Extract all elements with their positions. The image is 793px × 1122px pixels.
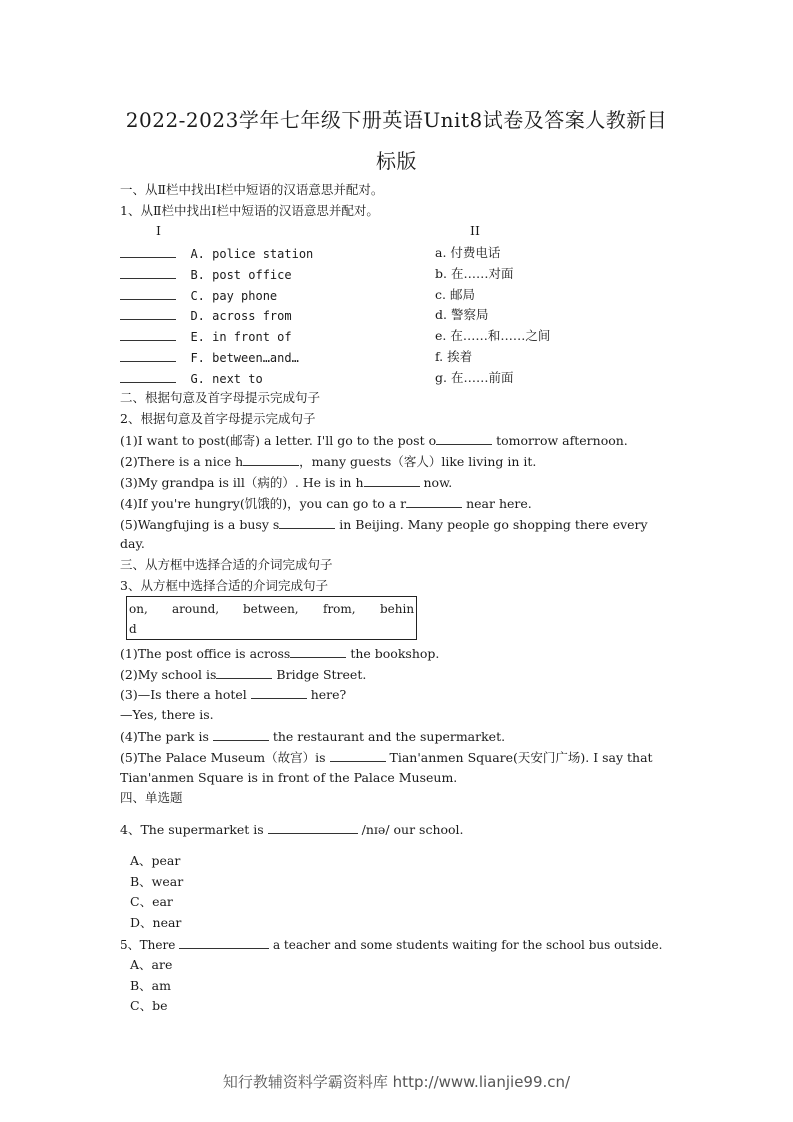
match-row: B. post office xyxy=(120,266,292,283)
section-2-heading: 二、根据句意及首字母提示完成句子 xyxy=(120,390,321,405)
answer-blank[interactable] xyxy=(179,936,269,949)
sentence-3-5-cont: Tian'anmen Square is in front of the Palace Museum. xyxy=(120,770,458,785)
sentence-2-2: (2)There is a nice h ，many guests（客人）like living in it. xyxy=(120,454,537,469)
match-row: C. pay phone xyxy=(120,287,277,304)
question-2-instruction: 2、根据句意及首字母提示完成句子 xyxy=(120,411,316,426)
sentence-2-3: (3)My grandpa is ill（病的）. He is in h now. xyxy=(120,475,453,490)
box-word: around, xyxy=(172,602,220,616)
page-title: 2022-2023学年七年级下册英语Unit8试卷及答案人教新目 标版 xyxy=(125,108,668,173)
answer-blank[interactable] xyxy=(330,749,386,762)
answer-blank[interactable] xyxy=(436,432,492,445)
sentence-2-5: (5)Wangfujing is a busy s in Beijing. Many people go shopping there every xyxy=(120,517,648,532)
sentence-3-1: (1)The post office is across the bookshop. xyxy=(120,646,440,661)
match-option: d. 警察局 xyxy=(435,307,489,322)
sentence-2-1: (1)I want to post(邮寄) a letter. I'll go to the post o tomorrow afternoon. xyxy=(120,433,628,448)
footer-watermark: 知行教辅资料学霸资料库 http://www.lianjie99.cn/ xyxy=(222,1073,571,1091)
section-1-heading: 一、从Ⅱ栏中找出Ⅰ栏中短语的汉语意思并配对。 xyxy=(120,182,384,197)
question-3-instruction: 3、从方框中选择合适的介词完成句子 xyxy=(120,578,328,593)
answer-blank[interactable] xyxy=(120,287,176,300)
match-row: G. next to xyxy=(120,370,263,387)
sentence-2-4: (4)If you're hungry(饥饿的)，you can go to a r near here. xyxy=(120,496,532,511)
column-ii-header: II xyxy=(470,223,480,238)
answer-blank[interactable] xyxy=(120,266,176,279)
sentence-3-2: (2)My school is Bridge Street. xyxy=(120,667,367,682)
answer-blank[interactable] xyxy=(120,245,176,258)
answer-blank[interactable] xyxy=(364,474,420,487)
answer-blank[interactable] xyxy=(120,370,176,383)
word-box xyxy=(126,596,417,640)
answer-blank[interactable] xyxy=(213,728,269,741)
match-option: a. 付费电话 xyxy=(435,245,501,260)
match-option: f. 挨着 xyxy=(435,349,473,364)
sentence-2-5-cont: day. xyxy=(120,536,145,551)
section-3-heading: 三、从方框中选择合适的介词完成句子 xyxy=(120,557,333,572)
match-row: A. police station xyxy=(120,245,313,262)
box-word: on, xyxy=(129,602,148,616)
answer-blank[interactable] xyxy=(279,516,335,529)
answer-blank[interactable] xyxy=(120,349,176,362)
match-row: D. across from xyxy=(120,307,292,324)
match-option: e. 在……和……之间 xyxy=(435,328,551,343)
sentence-3-3-answer: —Yes, there is. xyxy=(120,707,214,722)
answer-blank[interactable] xyxy=(406,495,462,508)
option-c[interactable]: C、be xyxy=(130,998,168,1013)
match-option: g. 在……前面 xyxy=(435,370,514,385)
answer-blank[interactable] xyxy=(243,453,299,466)
option-c[interactable]: C、ear xyxy=(130,894,173,909)
box-word: behin xyxy=(380,602,415,616)
match-row: F. between…and… xyxy=(120,349,299,366)
column-i-header: I xyxy=(156,223,161,238)
answer-blank[interactable] xyxy=(268,821,358,834)
option-a[interactable]: A、are xyxy=(130,957,173,972)
sentence-3-5: (5)The Palace Museum（故宫）is Tian'anmen Square(天安门广场). I say that xyxy=(120,750,653,765)
section-4-heading: 四、单选题 xyxy=(120,790,183,805)
question-1-instruction: 1、从Ⅱ栏中找出Ⅰ栏中短语的汉语意思并配对。 xyxy=(120,203,379,218)
question-5: 5、There a teacher and some students waiting for the school bus outside. xyxy=(120,938,663,952)
answer-blank[interactable] xyxy=(290,645,346,658)
box-word: d xyxy=(129,622,137,636)
match-option: b. 在……对面 xyxy=(435,266,514,281)
answer-blank[interactable] xyxy=(120,328,176,341)
option-d[interactable]: D、near xyxy=(130,915,182,930)
box-word: between, xyxy=(243,602,299,616)
match-row: E. in front of xyxy=(120,328,292,345)
answer-blank[interactable] xyxy=(120,307,176,320)
option-b[interactable]: B、wear xyxy=(130,874,184,889)
option-b[interactable]: B、am xyxy=(130,978,171,993)
box-word: from, xyxy=(323,602,356,616)
answer-blank[interactable] xyxy=(251,686,307,699)
sentence-3-4: (4)The park is the restaurant and the supermarket. xyxy=(120,729,506,744)
answer-blank[interactable] xyxy=(216,666,272,679)
option-a[interactable]: A、pear xyxy=(130,853,181,868)
sentence-3-3: (3)—Is there a hotel here? xyxy=(120,687,347,702)
match-option: c. 邮局 xyxy=(435,287,475,302)
question-4: 4、The supermarket is /nɪə/ our school. xyxy=(120,822,464,837)
